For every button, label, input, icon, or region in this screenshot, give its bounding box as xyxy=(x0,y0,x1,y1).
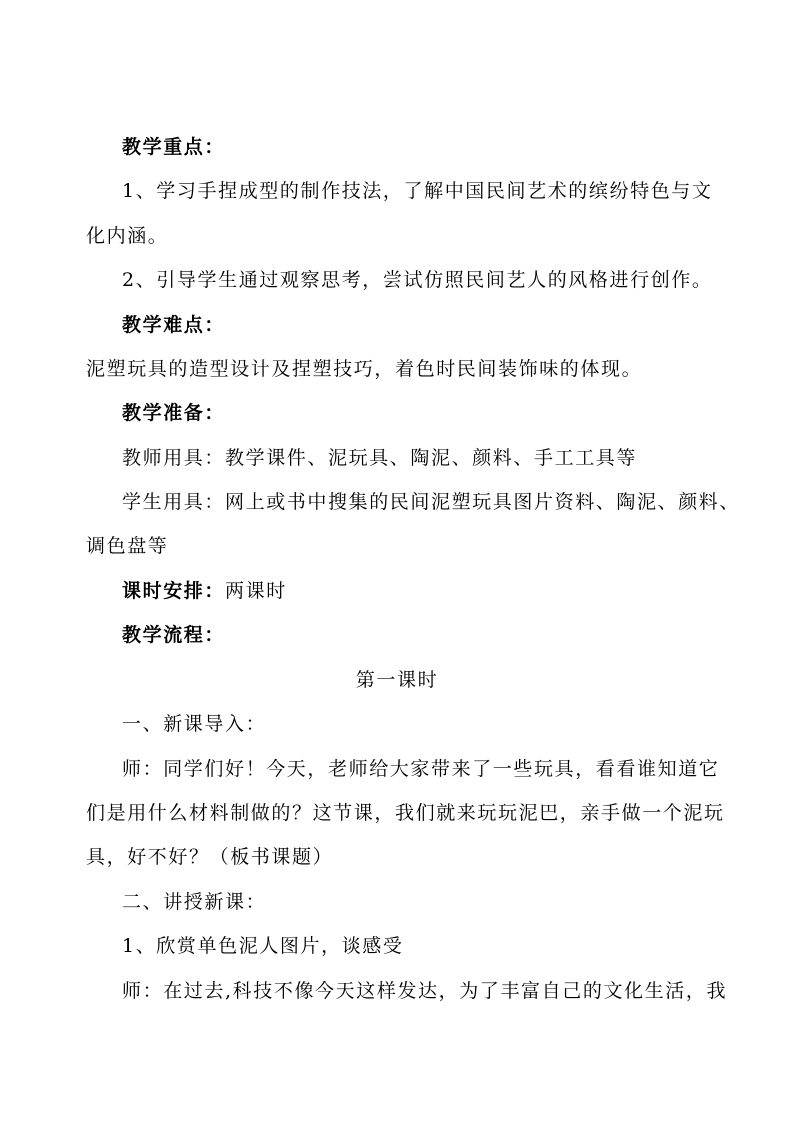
focus-item-1-line-2: 化内涵。 xyxy=(86,225,169,247)
focus-item-1-line-1: 1、学习手捏成型的制作技法，了解中国民间艺术的缤纷特色与文 xyxy=(122,180,713,202)
focus-item-2: 2、引导学生通过观察思考，尝试仿照民间艺人的风格进行创作。 xyxy=(122,269,713,291)
student-tools-line-2: 调色盘等 xyxy=(86,535,169,557)
section-2-heading: 二、讲授新课： xyxy=(122,891,267,913)
teacher-intro-line-3: 具，好不好？（板书课题） xyxy=(86,846,334,868)
difficulty-heading: 教学难点： xyxy=(122,314,226,336)
difficulty-text: 泥塑玩具的造型设计及捏塑技巧，着色时民间装饰味的体现。 xyxy=(86,358,643,380)
schedule-label: 课时安排： xyxy=(122,580,226,602)
section-1-heading: 一、新课导入： xyxy=(122,713,267,735)
student-tools-line-1: 学生用具：网上或书中搜集的民间泥塑玩具图片资料、陶泥、颜料、 xyxy=(122,491,741,513)
focus-heading: 教学重点： xyxy=(122,136,226,158)
process-heading: 教学流程： xyxy=(122,624,226,646)
lesson-title: 第一课时 xyxy=(355,669,439,691)
teacher-intro-line-1: 师：同学们好！今天，老师给大家带来了一些玩具，看看谁知道它 xyxy=(122,758,720,780)
teacher-tools: 教师用具：教学课件、泥玩具、陶泥、颜料、手工工具等 xyxy=(122,447,638,469)
teacher-text: 师：在过去,科技不像今天这样发达，为了丰富自己的文化生活，我 xyxy=(122,980,728,1002)
prep-heading: 教学准备： xyxy=(122,402,226,424)
step-1: 1、欣赏单色泥人图片，谈感受 xyxy=(122,935,404,957)
teacher-intro-line-2: 们是用什么材料制做的？这节课，我们就来玩玩泥巴，亲手做一个泥玩 xyxy=(86,802,725,824)
schedule-line xyxy=(122,579,754,603)
schedule-value: 两课时 xyxy=(225,580,287,602)
